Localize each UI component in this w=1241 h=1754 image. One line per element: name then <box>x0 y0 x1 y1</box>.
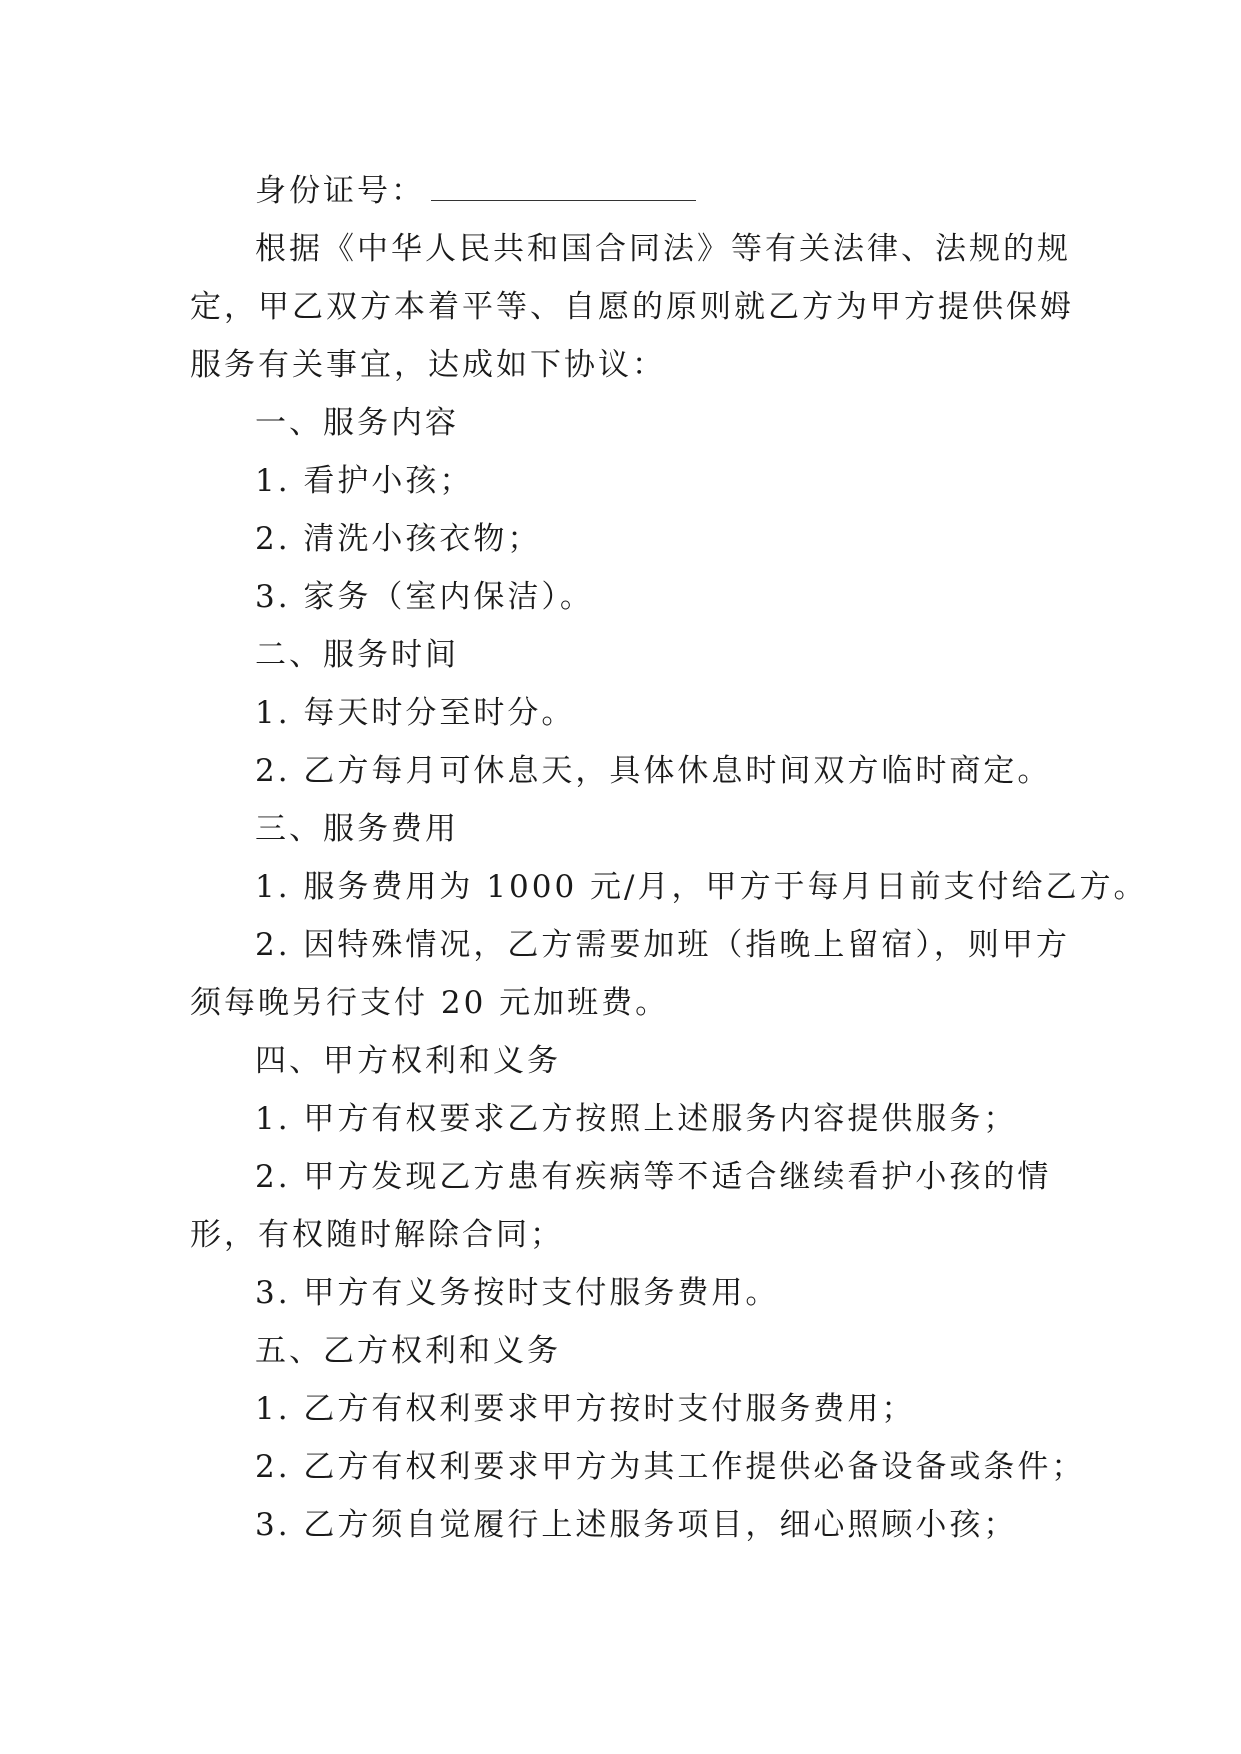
text-line: 2. 甲方发现乙方患有疾病等不适合继续看护小孩的情 <box>255 1159 1052 1195</box>
text-line: 2. 乙方每月可休息天，具体休息时间双方临时商定。 <box>255 753 1052 789</box>
text-line: 根据《中华人民共和国合同法》等有关法律、法规的规 <box>255 231 1071 267</box>
contract-body <box>190 220 1148 1554</box>
text-line: 1. 服务费用为 1000 元/月，甲方于每月日前支付给乙方。 <box>255 869 1148 905</box>
text-line: 一、服务内容 <box>255 405 459 441</box>
text-line: 须每晚另行支付 20 元加班费。 <box>190 985 670 1021</box>
text-line: 1. 每天时分至时分。 <box>255 695 576 731</box>
text-line: 3. 乙方须自觉履行上述服务项目，细心照顾小孩； <box>255 1507 1018 1543</box>
text-line: 四、甲方权利和义务 <box>255 1043 561 1079</box>
text-line: 1. 看护小孩； <box>255 463 474 499</box>
id-number-line <box>190 162 1050 220</box>
text-line: 二、服务时间 <box>255 637 459 673</box>
id-number-blank <box>431 174 696 201</box>
text-line: 五、乙方权利和义务 <box>255 1333 561 1369</box>
document-page <box>190 162 1148 1554</box>
id-number-label: 身份证号： <box>255 173 425 209</box>
text-line: 2. 清洗小孩衣物； <box>255 521 542 557</box>
text-line: 三、服务费用 <box>255 811 459 847</box>
text-line: 定，甲乙双方本着平等、自愿的原则就乙方为甲方提供保姆 <box>190 289 1074 325</box>
text-line: 3. 甲方有义务按时支付服务费用。 <box>255 1275 780 1311</box>
text-line: 2. 因特殊情况，乙方需要加班（指晚上留宿），则甲方 <box>255 927 1070 963</box>
text-line: 2. 乙方有权利要求甲方为其工作提供必备设备或条件； <box>255 1449 1086 1485</box>
text-line: 服务有关事宜，达成如下协议： <box>190 347 666 383</box>
text-line: 3. 家务（室内保洁）。 <box>255 579 594 615</box>
text-line: 1. 乙方有权利要求甲方按时支付服务费用； <box>255 1391 916 1427</box>
text-line: 形，有权随时解除合同； <box>190 1217 564 1253</box>
text-line: 1. 甲方有权要求乙方按照上述服务内容提供服务； <box>255 1101 1018 1137</box>
